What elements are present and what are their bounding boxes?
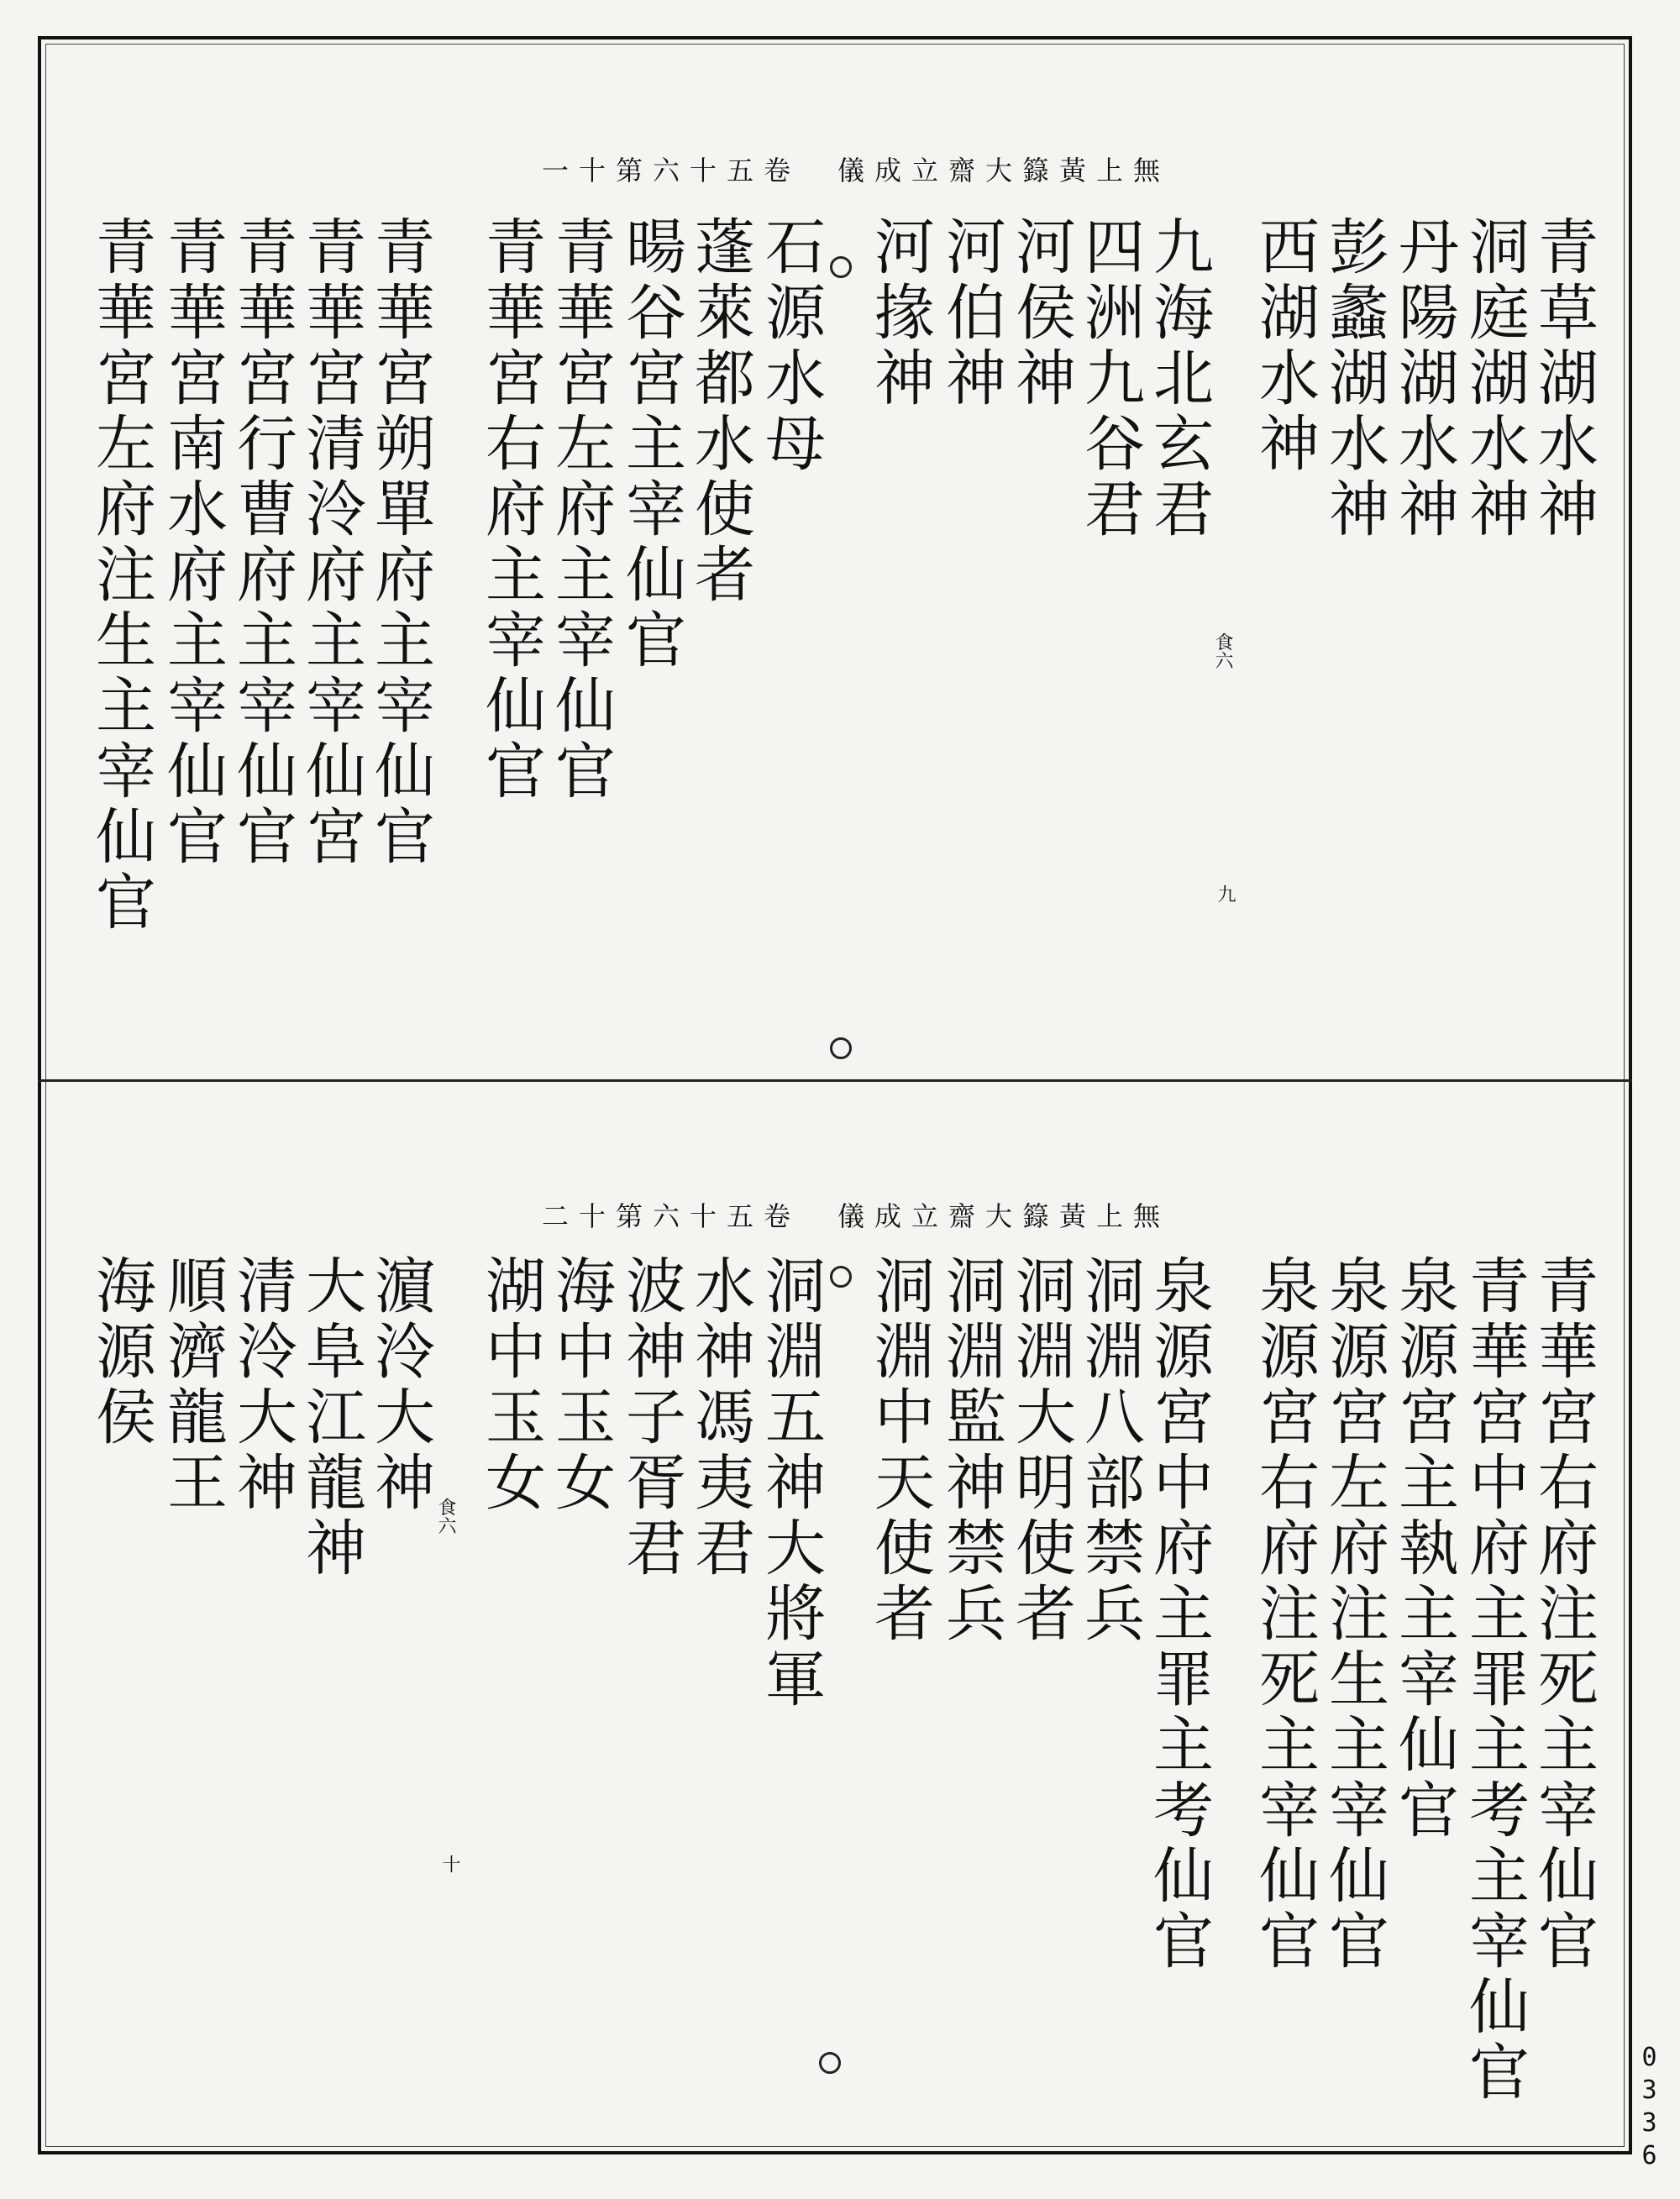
top-column-1: 青草湖水神	[1528, 215, 1599, 543]
top-column-19: 青華宮南水府主宰仙官	[157, 215, 228, 870]
bottom-column-20: 海源侯	[86, 1254, 156, 1451]
bottom-column-17: 大阜江龍神	[296, 1254, 366, 1582]
top-column-18: 青華宮行曹府主宰仙官	[227, 215, 297, 870]
bottom-page	[38, 1082, 1632, 2154]
top-folio-mark: 九	[1215, 884, 1236, 903]
bottom-column-12: 水神馮夷君	[685, 1254, 755, 1582]
bottom-column-6: 泉源宮中府主罪主考仙官	[1143, 1254, 1214, 1975]
binding-circle	[830, 1266, 852, 1288]
binding-circle	[830, 256, 852, 278]
top-column-16: 青華宮朔單府主宰仙官	[365, 215, 435, 870]
top-column-7: 四洲九谷君	[1074, 215, 1145, 543]
top-page	[38, 36, 1632, 1079]
top-column-15: 青華宮右府主宰仙官	[475, 215, 546, 805]
binding-circle	[830, 1037, 852, 1059]
top-column-4: 彭蠡湖水神	[1319, 215, 1389, 543]
top-column-9: 河伯神	[936, 215, 1006, 412]
top-column-3: 丹陽湖水神	[1389, 215, 1459, 543]
bottom-header: 無上黃籙大齋立成儀 卷五十六第十二	[542, 1200, 1171, 1232]
top-column-20: 青華宮左府注生主宰仙官	[86, 215, 156, 936]
bottom-column-7: 洞淵八部禁兵	[1074, 1254, 1145, 1647]
top-column-10: 河掾神	[864, 215, 935, 412]
bottom-column-1: 青華宮右府注死主宰仙官	[1528, 1254, 1599, 1975]
top-column-11: 石源水母	[755, 215, 826, 477]
bottom-column-8: 洞淵大明使者	[1005, 1254, 1076, 1647]
top-column-8: 河侯神	[1005, 215, 1076, 412]
bottom-column-14: 海中玉女	[545, 1254, 616, 1516]
bottom-column-15: 湖中玉女	[475, 1254, 546, 1516]
bottom-column-18: 清泠大神	[227, 1254, 297, 1516]
bottom-side-label: 食六	[435, 1498, 456, 1535]
bottom-column-9: 洞淵監神禁兵	[936, 1254, 1006, 1647]
bottom-column-13: 波神子胥君	[616, 1254, 686, 1582]
bottom-folio-mark: 十	[439, 1855, 460, 1873]
top-column-2: 洞庭湖水神	[1459, 215, 1530, 543]
page-number-stamp: 0336	[1635, 2043, 1664, 2174]
bottom-column-2: 青華宮中府主罪主考主宰仙官	[1459, 1254, 1530, 2106]
bottom-column-10: 洞淵中天使者	[864, 1254, 935, 1647]
top-header: 無上黃籙大齋立成儀 卷五十六第十一	[542, 155, 1171, 186]
top-column-12: 蓬萊都水使者	[685, 215, 755, 608]
bottom-column-4: 泉源宮左府注生主宰仙官	[1319, 1254, 1389, 1975]
bottom-column-16: 濵泠大神	[365, 1254, 435, 1516]
bottom-column-3: 泉源宮主執主宰仙官	[1389, 1254, 1459, 1844]
top-column-5: 西湖水神	[1249, 215, 1320, 477]
top-column-6: 九海北玄君	[1143, 215, 1214, 543]
bottom-column-11: 洞淵五神大將軍	[755, 1254, 826, 1713]
binding-circle	[819, 2052, 841, 2074]
top-column-17: 青華宮清泠府主宰仙宮	[296, 215, 366, 870]
bottom-column-19: 順濟龍王	[157, 1254, 228, 1516]
top-column-13: 暘谷宮主宰仙官	[616, 215, 686, 674]
top-side-label: 食六	[1212, 632, 1233, 669]
bottom-column-5: 泉源宮右府注死主宰仙官	[1249, 1254, 1320, 1975]
top-column-14: 青華宮左府主宰仙官	[545, 215, 616, 805]
